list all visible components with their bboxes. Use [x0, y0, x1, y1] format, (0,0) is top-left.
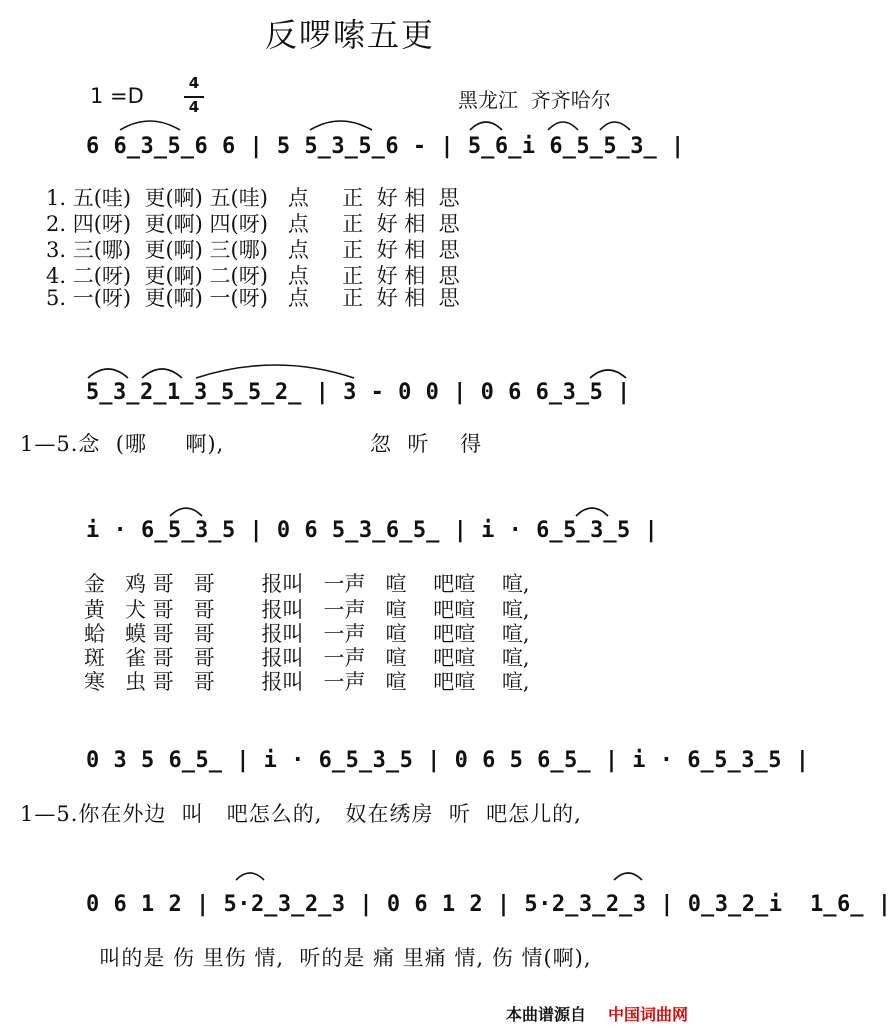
lyric-row-4: 1—5.你在外边 叫 吧怎么的, 奴在绣房 听 吧怎儿的,: [20, 802, 582, 826]
lyric-row-1-verse-1: 1. 五(哇) 更(啊) 五(哇) 点 正 好 相 思: [46, 186, 460, 210]
lyric-row-3-verse-5: 寒 虫 哥 哥 报叫 一声 喧 吧喧 喧,: [84, 670, 530, 694]
notation-row-4: 0 3 5 6̲5̲ | i · 6̲5̲3̲5 | 0 6 5 6̲5̲ | i · 6̲5̲3̲5 |: [86, 748, 810, 773]
lyric-row-1-verse-2: 2. 四(呀) 更(啊) 四(呀) 点 正 好 相 思: [46, 212, 460, 236]
notation-row-2: 5̲3̲2̲1̲3̲5̲5̲2̲ | 3 - 0 0 | 0 6 6̲3̲5 |: [86, 380, 631, 405]
lyric-row-3-verse-2: 黄 犬 哥 哥 报叫 一声 喧 吧喧 喧,: [84, 598, 530, 622]
slur: [590, 370, 626, 378]
meter-bottom: 4: [188, 98, 200, 116]
notation-row-3: i · 6̲5̲3̲5 | 0 6 5̲3̲6̲5̲ | i · 6̲5̲3̲5 |: [86, 518, 659, 543]
lyric-row-3-verse-4: 斑 雀 哥 哥 报叫 一声 喧 吧喧 喧,: [84, 646, 530, 670]
slur: [576, 508, 608, 516]
slur: [170, 508, 202, 516]
slur: [614, 873, 642, 880]
lyric-row-1-verse-3: 3. 三(哪) 更(啊) 三(哪) 点 正 好 相 思: [46, 238, 460, 262]
slur: [236, 873, 264, 880]
slur: [196, 365, 354, 378]
slur: [88, 369, 128, 378]
lyric-row-1-verse-4: 4. 二(呀) 更(啊) 二(呀) 点 正 好 相 思: [46, 264, 460, 288]
lyric-row-5: 叫的是 伤 里伤 情, 听的是 痛 里痛 情, 伤 情(啊),: [84, 946, 592, 970]
footer-source-label: 本曲谱源自: [506, 1005, 587, 1024]
meter-top: 4: [188, 74, 200, 92]
lyric-row-3-verse-3: 蛤 蟆 哥 哥 报叫 一声 喧 吧喧 喧,: [84, 622, 530, 646]
song-origin: 黑龙江 齐齐哈尔: [458, 88, 611, 112]
footer-site-link[interactable]: 中国词曲网: [608, 1005, 689, 1024]
slur: [600, 122, 630, 130]
slur: [142, 369, 182, 378]
slur: [120, 121, 180, 130]
lyric-row-3-verse-1: 金 鸡 哥 哥 报叫 一声 喧 吧喧 喧,: [84, 572, 530, 596]
slur: [548, 122, 578, 130]
lyric-row-2: 1—5.念 (哪 啊), 忽 听 得: [20, 432, 483, 456]
notation-row-1: 6 6̲3̲5̲6 6 | 5 5̲3̲5̲6 - | 5̲6̲i 6̲5̲5̲3̲ |: [86, 134, 685, 159]
notation-row-5: 0 6 1 2 | 5·2̲3̲2̲3 | 0 6 1 2 | 5·2̲3̲2̲3 | 0̲3̲2̲i 1̲6̲ |: [86, 892, 891, 917]
lyric-row-1-verse-5: 5. 一(呀) 更(啊) 一(呀) 点 正 好 相 思: [46, 286, 460, 310]
slur: [470, 122, 502, 130]
slur: [310, 121, 372, 130]
key-signature: 1 =D: [90, 84, 144, 108]
song-title: 反啰嗦五更: [264, 16, 435, 54]
